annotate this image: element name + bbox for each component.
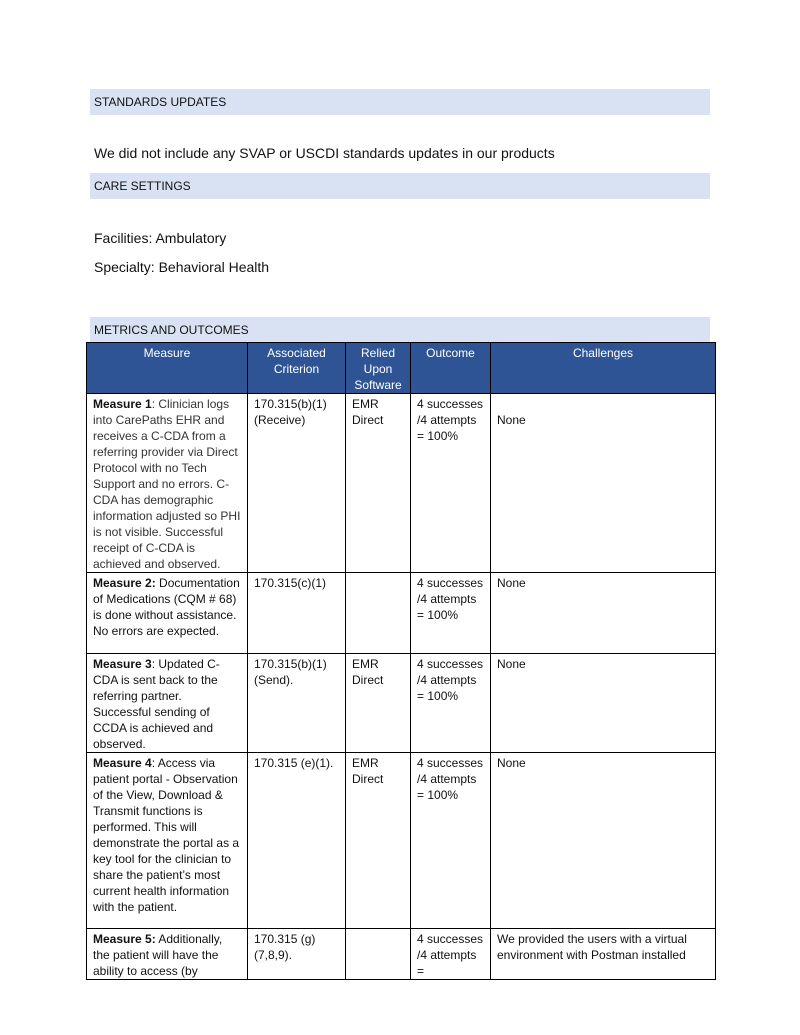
outcome-cell: 4 successes /4 attempts = 100%	[411, 753, 491, 929]
measure-description: : Clinician logs into CarePaths EHR and receives a C-CDA from a referring provider via Direct Protocol with no Tech Support and no errors. C-CDA has demographic information adjusted so PHI is not visible. Successful receipt of C-CDA is achieved and observed.	[93, 397, 241, 571]
challenges-cell: None	[491, 573, 716, 654]
challenges-cell: None	[491, 654, 716, 753]
challenges-cell: None	[491, 394, 716, 573]
section-heading-metrics: METRICS AND OUTCOMES	[90, 317, 710, 343]
table-row	[87, 573, 716, 654]
facilities-text: Facilities: Ambulatory	[94, 230, 227, 246]
table-row	[87, 394, 716, 573]
measure-cell	[87, 573, 248, 654]
standards-updates-text: We did not include any SVAP or USCDI standards updates in our products	[94, 145, 555, 161]
measure-cell	[87, 654, 248, 753]
header-outcome: Outcome	[411, 343, 491, 394]
specialty-text: Specialty: Behavioral Health	[94, 259, 270, 275]
criterion-cell: 170.315(c)(1)	[248, 573, 346, 654]
challenges-cell: None	[491, 753, 716, 929]
measure-cell	[87, 753, 248, 929]
table-header-row	[87, 343, 716, 394]
software-cell: EMR Direct	[346, 753, 411, 929]
criterion-cell: 170.315 (e)(1).	[248, 753, 346, 929]
measure-title: Measure 4	[93, 756, 152, 770]
software-cell: EMR Direct	[346, 654, 411, 753]
table-row	[87, 753, 716, 929]
outcome-cell: 4 successes /4 attempts = 100%	[411, 654, 491, 753]
section-heading-care-settings: CARE SETTINGS	[90, 173, 710, 199]
measure-title: Measure 1	[93, 397, 152, 411]
outcome-cell: 4 successes /4 attempts = 100%	[411, 573, 491, 654]
measure-description: Additionally, the patient will have the ability to access (by	[93, 932, 223, 978]
measure-title: Measure 5:	[93, 932, 156, 946]
measure-description: Documentation of Medications (CQM # 68) is done without assistance. No errors are expected.	[93, 576, 240, 638]
measure-title: Measure 2:	[93, 576, 156, 590]
measure-description: : Updated C-CDA is sent back to the referring partner. Successful sending of CCDA is achieved and observed.	[93, 657, 220, 751]
criterion-cell: 170.315 (g)(7,8,9).	[248, 929, 346, 980]
challenges-cell: We provided the users with a virtual environment with Postman installed	[491, 929, 716, 980]
measure-cell	[87, 394, 248, 573]
outcome-cell: 4 successes /4 attempts =	[411, 929, 491, 980]
criterion-cell: 170.315(b)(1) (Receive)	[248, 394, 346, 573]
measure-cell	[87, 929, 248, 980]
software-cell: EMR Direct	[346, 394, 411, 573]
header-challenges: Challenges	[491, 343, 716, 394]
software-cell	[346, 929, 411, 980]
measure-title: Measure 3	[93, 657, 152, 671]
section-heading-standards-updates: STANDARDS UPDATES	[90, 89, 710, 115]
table-row	[87, 654, 716, 753]
header-criterion: Associated Criterion	[248, 343, 346, 394]
outcome-cell: 4 successes /4 attempts = 100%	[411, 394, 491, 573]
header-measure: Measure	[87, 343, 248, 394]
metrics-table	[86, 342, 716, 980]
header-software: Relied Upon Software	[346, 343, 411, 394]
software-cell	[346, 573, 411, 654]
table-row	[87, 929, 716, 980]
criterion-cell: 170.315(b)(1) (Send).	[248, 654, 346, 753]
measure-description: : Access via patient portal - Observation of the View, Download & Transmit functions is performed. This will demonstrate the portal as a key tool for the clinician to share the patient’s most current health information with the patient.	[93, 756, 240, 914]
